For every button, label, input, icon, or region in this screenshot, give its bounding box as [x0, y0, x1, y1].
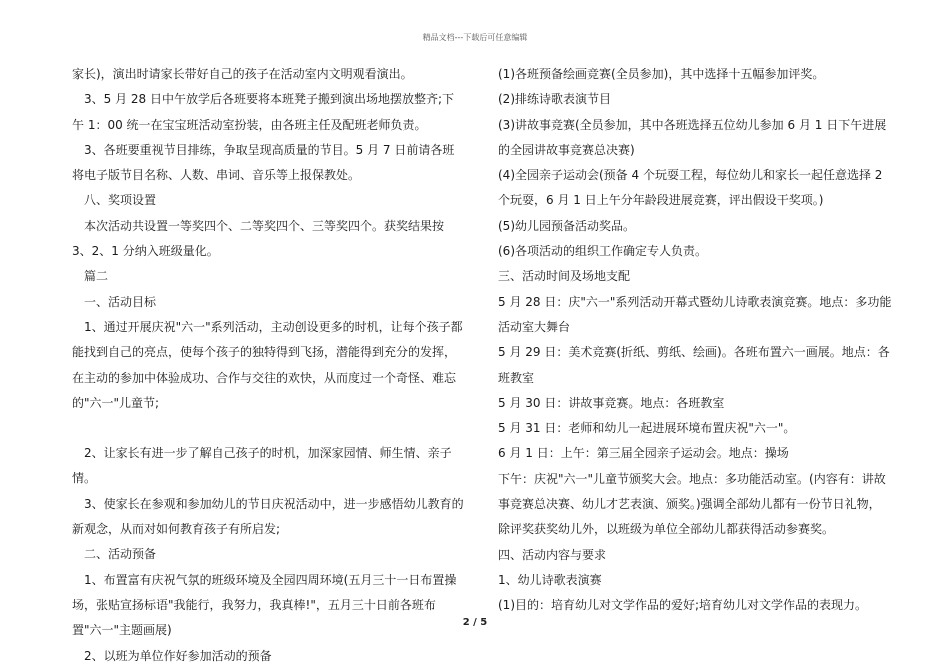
paragraph: 5 月 28 日：庆"六一"系列活动开幕式暨幼儿诗歌表演竞赛。地点：多功能活动室大舞台 — [498, 294, 892, 334]
paragraph: (1)目的：培育幼儿对文学作品的爱好;培育幼儿对文学作品的表现力。 — [498, 598, 868, 613]
paragraph: 二、活动预备 — [84, 547, 157, 562]
page-number: 2 / 5 — [462, 617, 488, 628]
right-column — [498, 62, 892, 619]
paragraph: 2、以班为单位作好参加活动的预备 — [84, 648, 272, 663]
paragraph: 3、5 月 28 日中午放学后各班要将本班凳子搬到演出场地摆放整齐;下午 1：00 统一在宝宝班活动室扮装，由各班主任及配班老师负责。 — [72, 92, 455, 132]
paragraph: 5 月 31 日：老师和幼儿一起进展环境布置庆祝"六一"。 — [498, 421, 796, 436]
paragraph: 2、让家长有进一步了解自己孩子的时机，加深家园情、师生情、亲子情。 — [72, 446, 452, 486]
left-column — [72, 62, 464, 669]
paragraph: (6)各项活动的组织工作确定专人负责。 — [498, 244, 707, 259]
paragraph: 本次活动共设置一等奖四个、二等奖四个、三等奖四个。获奖结果按 3、2、1 分纳入班级量化。 — [72, 218, 445, 259]
paragraph: 1、通过开展庆祝"六一"系列活动，主动创设更多的时机，让每个孩子都能找到自己的亮点，使每个孩子的独特得到飞扬，潜能得到充分的发挥，在主动的参加中体验成功、合作与交往的欢快，从而度过一个奇怪、难忘的"六一"儿童节; — [72, 319, 463, 410]
paragraph: 3、使家长在参观和参加幼儿的节日庆祝活动中，进一步感悟幼儿教育的新观念，从而对如何教育孩子有所启发; — [72, 496, 464, 537]
paragraph: 1、幼儿诗歌表演赛 — [498, 572, 602, 587]
paragraph: 一、活动目标 — [84, 294, 157, 309]
paragraph: 1、布置富有庆祝气氛的班级环境及全园四周环境(五月三十一日布置操场，张贴宣扬标语"我能行，我努力，我真棒!"，五月三十日前各班布置"六一"主题画展) — [72, 572, 457, 638]
paragraph: 6 月 1 日：上午：第三届全园亲子运动会。地点：操场 — [498, 446, 789, 461]
paragraph — [72, 416, 464, 441]
page-header: 精品文档---下载后可任意编辑 — [422, 33, 528, 42]
paragraph: 家长)，演出时请家长带好自己的孩子在活动室内文明观看演出。 — [72, 67, 413, 81]
paragraph: 四、活动内容与要求 — [498, 547, 607, 562]
paragraph: 下午：庆祝"六一"儿童节颁奖大会。地点：多功能活动室。(内容有：讲故事竞赛总决赛、幼儿才艺表演、颁奖。)强调全部幼儿都有一份节日礼物，除评奖获奖幼儿外，以班级为单位全部幼儿都获得活动参赛奖。 — [498, 471, 886, 537]
paragraph: (1)各班预备绘画竞赛(全员参加)，其中选择十五幅参加评奖。 — [498, 67, 825, 81]
paragraph: (2)排练诗歌表演节目 — [498, 92, 611, 107]
paragraph: 八、奖项设置 — [84, 193, 157, 208]
paragraph: (4)全园亲子运动会(预备 4 个玩耍工程，每位幼儿和家长一起任意选择 2 个玩耍，6 月 1 日上午分年龄段进展竞赛，评出假设干奖项。) — [498, 168, 883, 208]
paragraph: (3)讲故事竞赛(全员参加，其中各班选择五位幼儿参加 6 月 1 日下午进展的全园讲故事竞赛总决赛) — [498, 117, 887, 157]
paragraph: 5 月 30 日：讲故事竞赛。地点：各班教室 — [498, 395, 725, 410]
paragraph: (5)幼儿园预备活动奖品。 — [498, 218, 635, 233]
paragraph: 三、活动时间及场地支配 — [498, 269, 631, 284]
paragraph: 3、各班要重视节目排练，争取呈现高质量的节目。5 月 7 日前请各班将电子版节目名称、人数、串词、音乐等上报保教处。 — [72, 142, 455, 183]
paragraph: 篇二 — [84, 269, 109, 284]
paragraph: 5 月 29 日：美术竞赛(折纸、剪纸、绘画)。各班布置六一画展。地点：各班教室 — [498, 345, 890, 385]
